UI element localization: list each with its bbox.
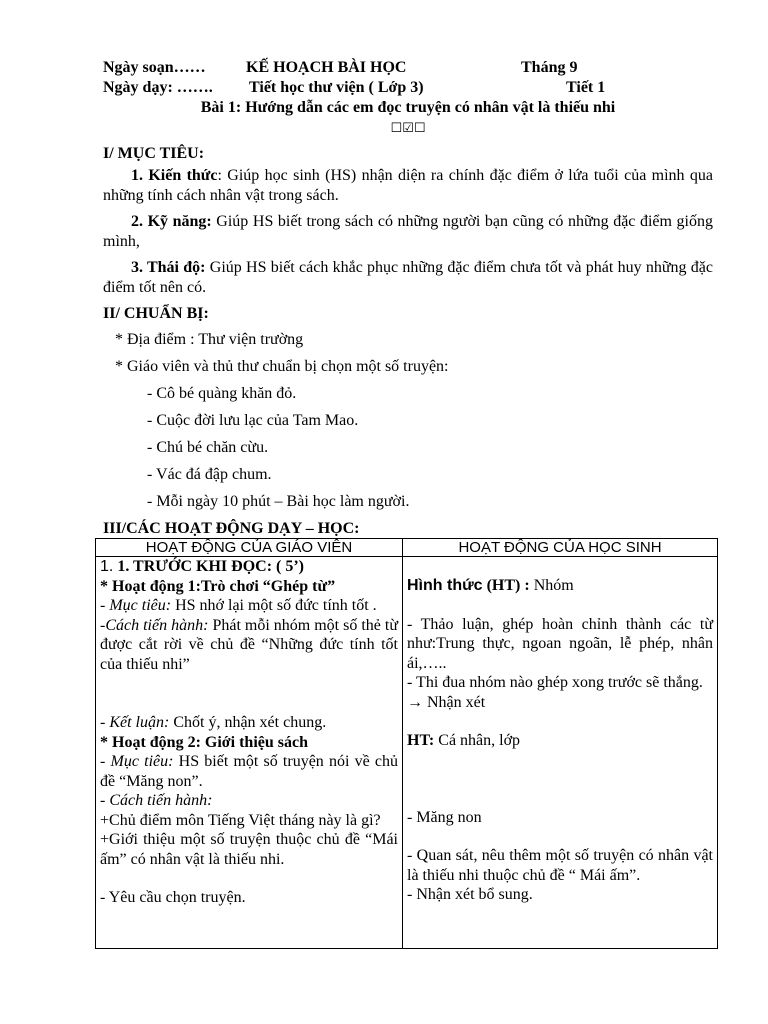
decorative-marks (103, 118, 713, 138)
student-step-6: - Nhận xét bổ sung. (407, 886, 533, 903)
lesson-title (103, 98, 713, 118)
table-row (96, 557, 718, 949)
activities-heading: III/CÁC HOẠT ĐỘNG DẠY – HỌC: (103, 520, 360, 537)
lesson-plan-document (103, 58, 713, 539)
activity-2-question-1: +Chủ điểm môn Tiếng Việt tháng này là gì? (100, 811, 381, 829)
story-item: - Cô bé quàng khăn đỏ. (147, 385, 297, 402)
objective-skills: 2. Kỹ năng: Giúp HS biết trong sách có những người bạn cũng có những đặc điểm giống mình, (103, 213, 713, 250)
activity-1-goal: - Mục tiêu: HS nhớ lại một số đức tính tốt . (100, 597, 377, 614)
activity-2-method: - Cách tiến hành: (100, 792, 213, 809)
prep-date: Ngày soạn…… (103, 59, 206, 76)
student-step-1: - Thảo luận, ghép hoàn chỉnh thành các từ như:Trung thực, ngoan ngoãn, lễ phép, nhân ái,….. (407, 615, 713, 672)
form-1: Hình thức (HT) : Nhóm (407, 577, 574, 594)
story-item: - Cuộc đời lưu lạc của Tam Mao. (147, 412, 359, 429)
activity-1-conclusion: - Kết luận: Chốt ý, nhận xét chung. (100, 714, 327, 731)
header-row-1 (103, 58, 713, 78)
teach-date: Ngày dạy: ……. (103, 79, 213, 96)
activity-2-goal: - Mục tiêu: HS biết một số truyện nói về chủ đề “Măng non”. (100, 753, 399, 790)
activity-2-title: * Hoạt động 2: Giới thiệu sách (100, 733, 308, 751)
table-header-row (96, 539, 718, 557)
story-item: - Mỗi ngày 10 phút – Bài học làm người. (147, 493, 410, 510)
checkbox-marks-icon: ☐☑☐ (390, 121, 426, 136)
prep-location: * Địa điểm : Thư viện trường (115, 331, 304, 348)
prep-teacher: * Giáo viên và thủ thư chuẩn bị chọn một số truyện: (115, 358, 449, 375)
story-item: - Chú bé chăn cừu. (147, 439, 269, 456)
period-label: Tiết 1 (566, 79, 606, 96)
header-row-2 (103, 78, 713, 98)
objective-attitude: 3. Thái độ: Giúp HS biết cách khắc phục những đặc điểm chưa tốt và phát huy những đặc điểm tốt nên có. (103, 259, 714, 296)
objectives-heading: I/ MỤC TIÊU: (103, 145, 205, 162)
student-step-5: - Quan sát, nêu thêm một số truyện có nhân vật là thiếu nhi thuộc chủ đề “ Mái ấm”. (407, 847, 713, 884)
student-step-2: - Thi đua nhóm nào ghép xong trước sẽ thắng. (407, 674, 703, 691)
lesson-title-text: : Hướng dẫn các em đọc truyện có nhân vật là thiếu nhi (235, 99, 616, 116)
activities-table (95, 538, 718, 949)
month-label: Tháng 9 (521, 59, 578, 76)
activity-2-question-2: +Giới thiệu một số truyện thuộc chủ đề “Mái ấm” có nhân vật là thiếu nhi. (100, 831, 398, 868)
form-2: HT: Cá nhân, lớp (407, 732, 521, 749)
activity-2-question-3: - Yêu cầu chọn truyện. (100, 889, 246, 906)
stage-title: 1. 1. TRƯỚC KHI ĐỌC: ( 5’) (100, 558, 304, 575)
activity-1-method: -Cách tiến hành: Phát mỗi nhóm một số thẻ từ được cắt rời về chủ đề “Những đức tính tốt của thiếu nhi” (100, 616, 399, 673)
student-step-3: → Nhận xét (407, 693, 486, 711)
plan-title: KẾ HOẠCH BÀI HỌC (246, 59, 407, 76)
arrow-right-icon: → (407, 693, 423, 711)
objective-knowledge: 1. Kiến thức: Giúp học sinh (HS) nhận diện ra chính đặc điểm ở lứa tuổi của mình qua những tính cách nhân vật trong sách. (103, 167, 713, 204)
student-activities-cell (403, 557, 718, 949)
teacher-activities-cell (96, 557, 403, 949)
lesson-label: Bài 1 (200, 99, 236, 116)
activity-1-title: * Hoạt động 1:Trò chơi “Ghép từ” (100, 577, 336, 595)
plan-subtitle: Tiết học thư viện ( Lớp 3) (249, 79, 424, 96)
preparation-heading: II/ CHUẨN BỊ: (103, 305, 209, 322)
student-column-header: HOẠT ĐỘNG CỦA HỌC SINH (403, 539, 718, 557)
story-item: - Vác đá đập chum. (147, 466, 272, 483)
teacher-column-header: HOẠT ĐỘNG CỦA GIÁO VIÊN (96, 539, 403, 557)
student-step-4: - Măng non (407, 808, 482, 826)
